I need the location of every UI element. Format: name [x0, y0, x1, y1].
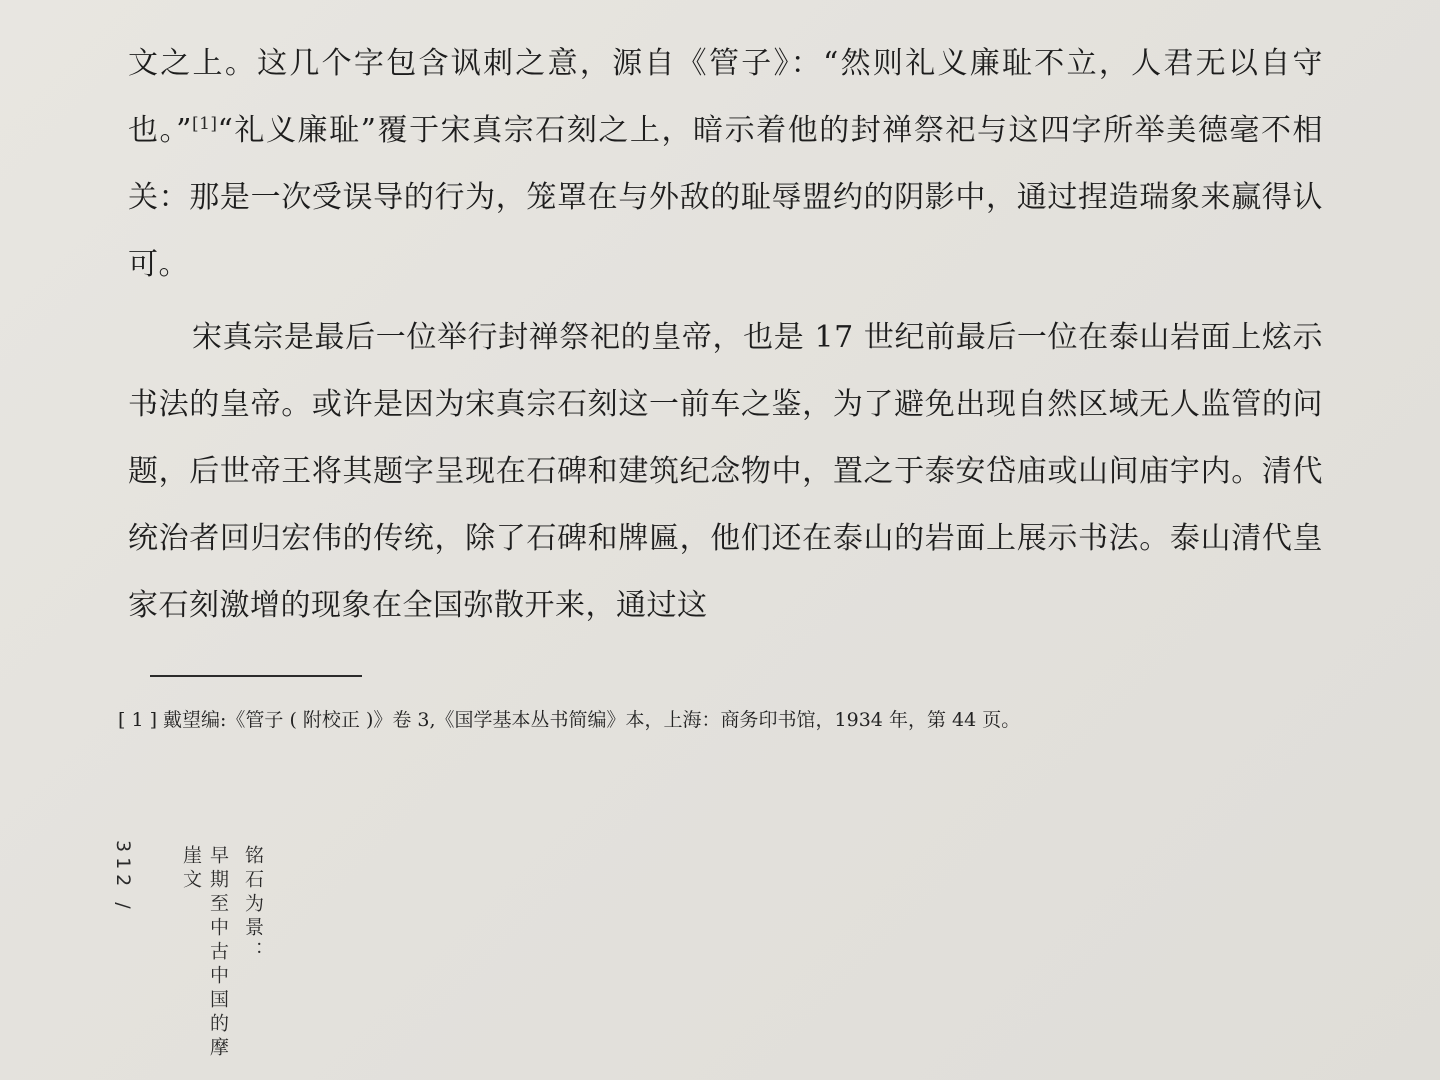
paragraph-2: 宋真宗是最后一位举行封禅祭祀的皇帝，也是 17 世纪前最后一位在泰山岩面上炫示书法的皇帝。或许是因为宋真宗石刻这一前车之鉴，为了避免出现自然区域无人监管的问题，后世帝王将其题字呈现在石碑和建筑纪念物中，置之于泰安岱庙或山间庙宇内。清代统治者回归宏伟的传统，除了石碑和牌匾，他们还在泰山的岩面上展示书法。泰山清代皇家石刻激增的现象在全国弥散开来，通过这	[128, 320, 1323, 623]
main-text	[128, 30, 1323, 639]
page-number: 312 /	[112, 840, 134, 914]
running-head-subtitle: 早期至中古中国的摩崖文	[180, 845, 229, 1061]
paragraph-1	[128, 30, 1323, 298]
footnote: [ 1 ] 戴望编:《管子 ( 附校正 )》卷 3,《国学基本丛书简编》本，上海：商务印书馆，1934 年，第 44 页。	[118, 709, 1021, 731]
paragraph-1-part-a: 文之上。这几个字包含讽刺之意，源自《管子》：“然则礼义廉耻不立，人君无以自守也。”	[128, 46, 1323, 148]
paragraph-1-part-b: “礼义廉耻”覆于宋真宗石刻之上，暗示着他的封禅祭祀与这四字所举美德毫不相关：那是一次受误导的行为，笼罩在与外敌的耻辱盟约的阴影中，通过捏造瑞象来赢得认可。	[128, 113, 1323, 282]
running-head-title: 铭石为景：	[242, 845, 264, 965]
footnote-reference: [1]	[191, 114, 218, 134]
footnote-divider	[150, 675, 362, 677]
